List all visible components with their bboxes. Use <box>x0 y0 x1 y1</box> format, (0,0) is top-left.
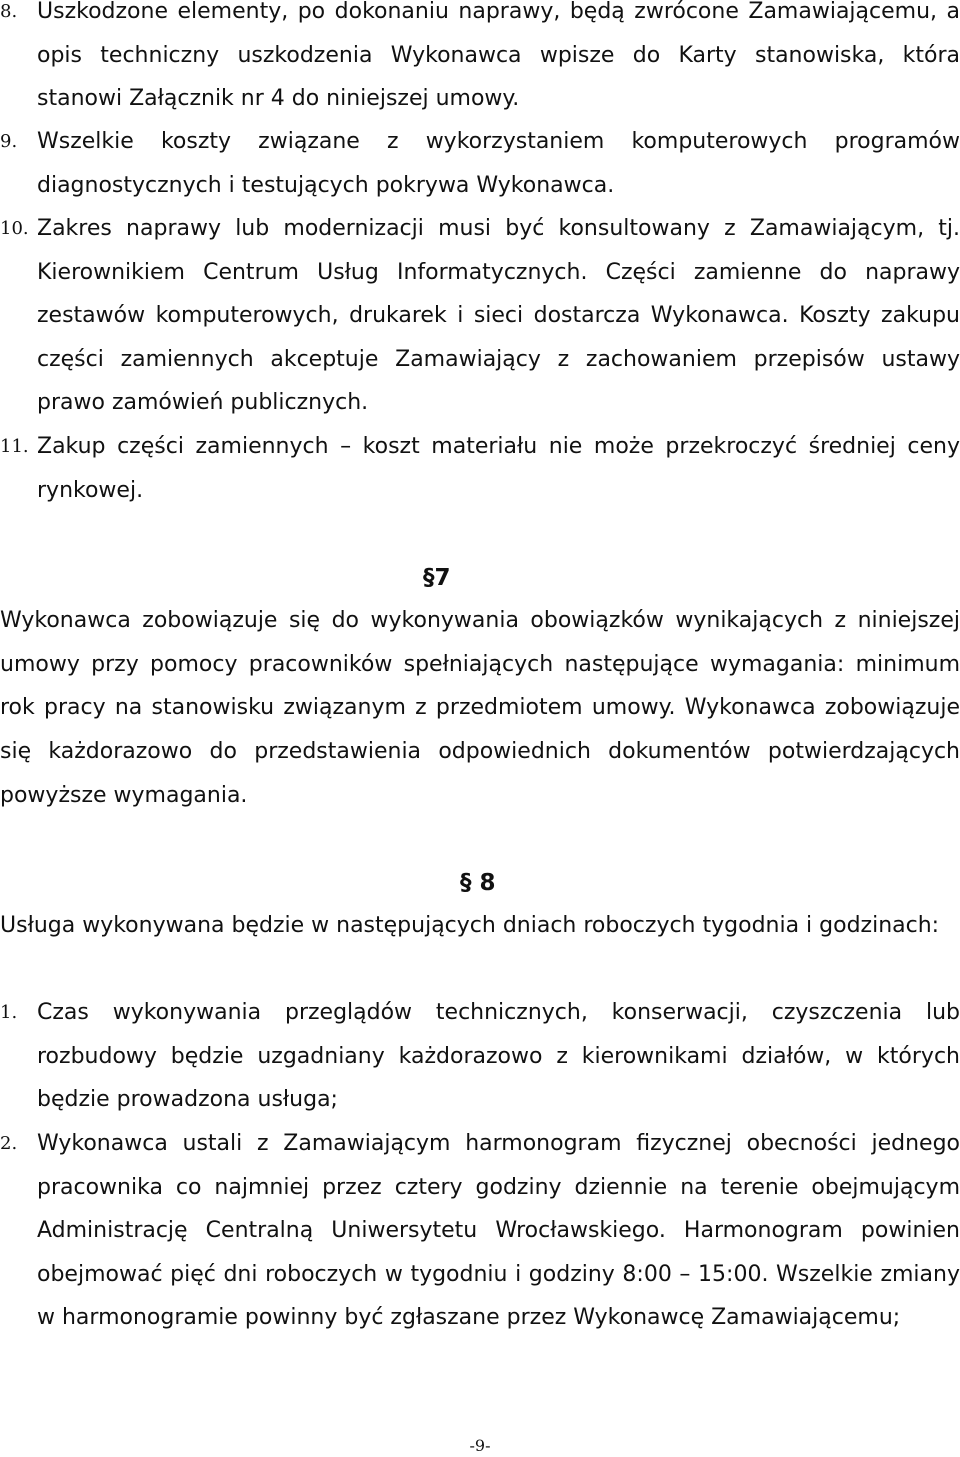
section-heading-7 <box>423 563 451 593</box>
list-item-number: 11. <box>0 436 29 457</box>
list-item <box>0 207 960 425</box>
list-item-text: Zakup części zamiennych – koszt materiału nie może przekroczyć średniej ceny rynkowej. <box>37 434 960 503</box>
section-number: 8 <box>479 870 496 896</box>
list-item-text: Czas wykonywania przeglądów technicznych, konserwacji, czyszczenia lub rozbudowy będzie uzgadniany każdorazowo z kierownikami działów, w których będzie prowadzona usługa; <box>37 1000 960 1112</box>
list-item <box>0 991 960 1122</box>
list-item-number: 1. <box>0 1002 18 1023</box>
list-item-number: 9. <box>0 131 18 152</box>
section-heading-8 <box>460 868 496 898</box>
section-symbol: § <box>423 565 435 591</box>
list-item-number: 8. <box>0 1 18 22</box>
list-item-text: Wszelkie koszty związane z wykorzystaniem komputerowych programów diagnostycznych i testujących pokrywa Wykonawca. <box>37 129 960 198</box>
section-8-intro: Usługa wykonywana będzie w następujących dniach roboczych tygodnia i godzinach: <box>0 913 940 938</box>
section-7-paragraph: Wykonawca zobowiązuje się do wykonywania obowiązków wynikających z niniejszej umowy przy pomocy pracowników spełniających następujące wymagania: minimum rok pracy na stanowisku związanym z przedmiotem umowy. Wykonawca zobowiązuje się każdorazowo do przedstawienia odpowiednich dokumentów potwierdzających powyższe wymagania. <box>0 608 960 808</box>
list-item <box>0 425 960 512</box>
section-number: 7 <box>434 565 451 591</box>
section-symbol: § <box>460 870 472 896</box>
list-item-text: Uszkodzone elementy, po dokonaniu naprawy, będą zwrócone Zamawiającemu, a opis techniczny uszkodzenia Wykonawca wpisze do Karty stanowiska, która stanowi Załącznik nr 4 do niniejszej umowy. <box>37 0 960 111</box>
list-item <box>0 1122 960 1340</box>
list-item-number: 2. <box>0 1133 18 1154</box>
list-item <box>0 0 960 121</box>
page-number: -9- <box>469 1436 491 1455</box>
list-item-text: Zakres naprawy lub modernizacji musi być konsultowany z Zamawiającym, tj. Kierownikiem Centrum Usług Informatycznych. Części zamienne do naprawy zestawów komputerowych, drukarek i sieci dostarcza Wykonawca. Koszty zakupu części zamiennych akceptuje Zamawiający z zachowaniem przepisów ustawy prawo zamówień publicznych. <box>37 216 960 415</box>
list-item-text: Wykonawca ustali z Zamawiającym harmonogram fizycznej obecności jednego pracownika co najmniej przez cztery godziny dziennie na terenie obejmującym Administrację Centralną Uniwersytetu Wrocławskiego. Harmonogram powinien obejmować pięć dni roboczych w tygodniu i godziny 8:00 – 15:00. Wszelkie zmiany w harmonogramie powinny być zgłaszane przez Wykonawcę Zamawiającemu; <box>37 1131 960 1330</box>
list-item-number: 10. <box>0 218 29 239</box>
list-item <box>0 120 960 207</box>
